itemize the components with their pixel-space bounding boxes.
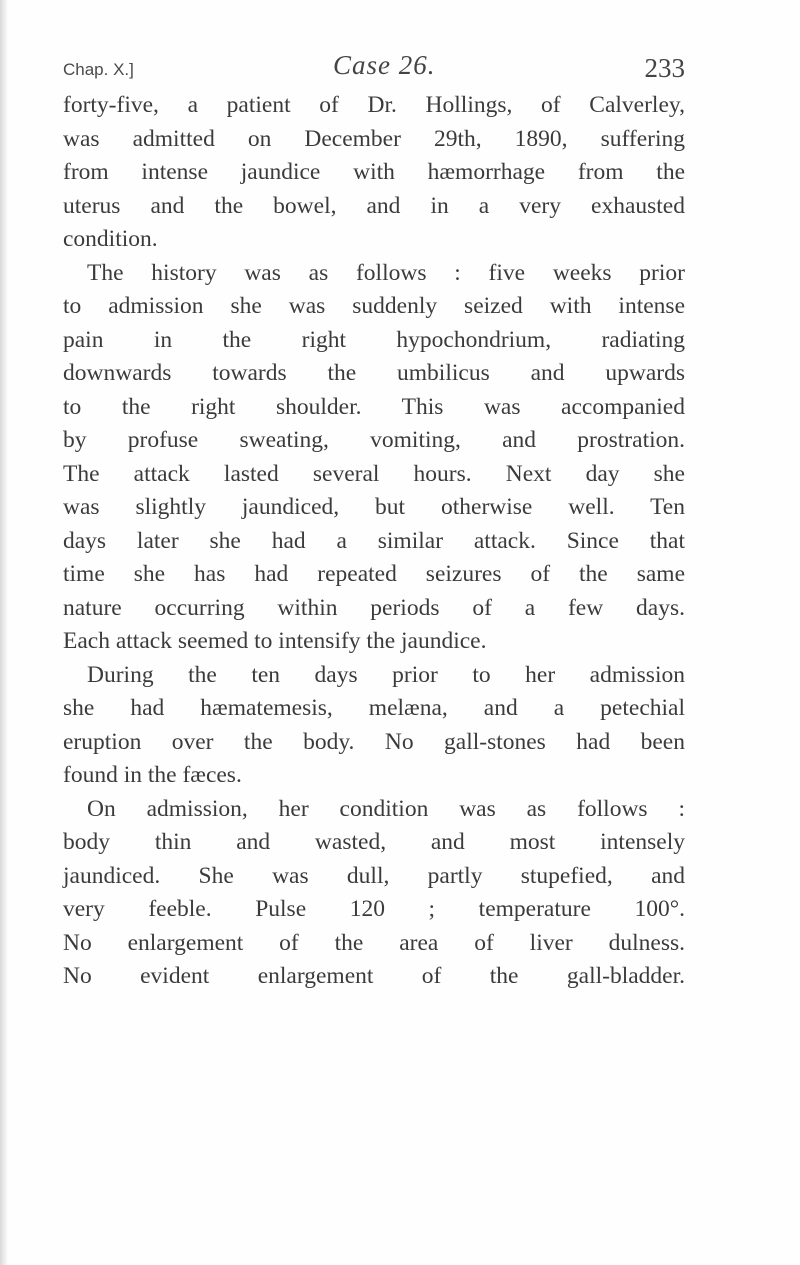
text-line: body thin and wasted, and most intensely <box>63 829 685 855</box>
text-line: from intense jaundice with hæmorrhage from the <box>63 159 685 185</box>
text-line: nature occurring within periods of a few days. <box>63 594 685 621</box>
text-line: she had hæmatemesis, melæna, and a petechial <box>63 695 685 721</box>
text-line: No evident enlargement of the gall-bladder. <box>63 963 685 989</box>
text-line: time she has had repeated seizures of the same <box>63 561 685 587</box>
text-line: found in the fæces. <box>63 762 242 788</box>
text-line: very feeble. Pulse 120 ; temperature 100°. <box>63 896 685 922</box>
text-line: to admission she was suddenly seized with intense <box>63 293 685 319</box>
text-line: uterus and the bowel, and in a very exhausted <box>63 192 685 219</box>
text-line: The attack lasted several hours. Next day she <box>63 460 685 487</box>
text-line: to the right shoulder. This was accompanied <box>63 393 685 420</box>
text-line: forty-five, a patient of Dr. Hollings, of Calverley, <box>63 92 685 118</box>
text-line: days later she had a similar attack. Since that <box>63 527 685 554</box>
text-line: eruption over the body. No gall-stones had been <box>63 728 685 755</box>
text-line: by profuse sweating, vomiting, and prostration. <box>63 427 685 453</box>
running-head: Case 26. <box>333 50 436 80</box>
text-line: downwards towards the umbilicus and upwards <box>63 360 685 386</box>
body-text <box>63 89 685 994</box>
page-header <box>63 50 685 90</box>
chapter-label: Chap. X.] <box>63 60 134 79</box>
text-line: The history was as follows : five weeks prior <box>87 259 685 286</box>
text-line: jaundiced. She was dull, partly stupefied, and <box>63 862 685 889</box>
text-line: was slightly jaundiced, but otherwise well. Ten <box>63 494 685 520</box>
text-line: was admitted on December 29th, 1890, suffering <box>63 125 685 152</box>
page-gutter <box>0 0 8 1265</box>
text-line: On admission, her condition was as follows : <box>87 795 685 822</box>
text-line: During the ten days prior to her admission <box>87 661 685 688</box>
text-line: condition. <box>63 226 158 252</box>
text-line: Each attack seemed to intensify the jaundice. <box>63 628 487 654</box>
page-number: 233 <box>644 53 685 83</box>
text-line: pain in the right hypochondrium, radiating <box>63 326 685 353</box>
text-line: No enlargement of the area of liver dulness. <box>63 929 685 956</box>
